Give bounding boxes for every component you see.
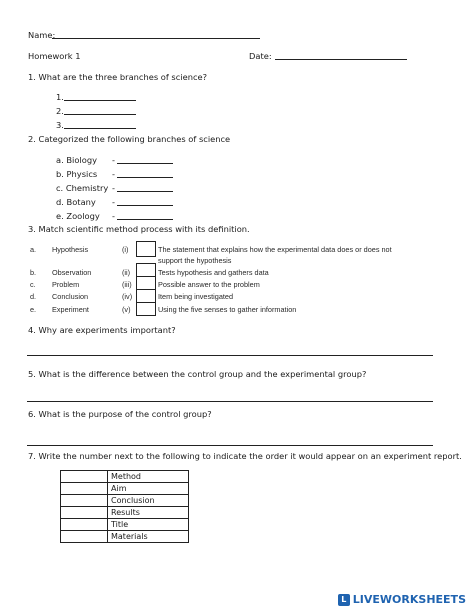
q3-definition: Possible answer to the problem	[158, 280, 260, 289]
order-number-cell[interactable]	[61, 507, 108, 519]
q1-blank-label-3: 3.	[56, 120, 64, 130]
order-item: Materials	[108, 531, 189, 543]
table-row	[61, 483, 189, 495]
footer-brand: LIVEWORKSHEETS	[352, 593, 466, 606]
date-label: Date:	[249, 51, 272, 61]
order-number-cell[interactable]	[61, 519, 108, 531]
order-table	[60, 470, 189, 543]
q2-answer-biology[interactable]	[117, 163, 173, 164]
q2-item-physics: b. Physics	[56, 169, 98, 179]
question-1: 1. What are the three branches of science?	[28, 72, 208, 82]
q2-dash: -	[112, 211, 115, 221]
q3-letter: e.	[30, 305, 37, 314]
table-row	[61, 531, 189, 543]
q2-dash: -	[112, 183, 115, 193]
q2-dash: -	[112, 169, 115, 179]
q2-answer-botany[interactable]	[117, 205, 173, 206]
q2-item-zoology: e. Zoology	[56, 211, 100, 221]
order-item: Method	[108, 471, 189, 483]
q3-letter: b.	[30, 268, 37, 277]
q2-answer-zoology[interactable]	[117, 219, 173, 220]
q2-answer-chemistry[interactable]	[117, 191, 173, 192]
q1-blank-label-1: 1.	[56, 92, 64, 102]
q3-match-box-4[interactable]	[136, 289, 156, 303]
q2-answer-physics[interactable]	[117, 177, 173, 178]
table-row	[61, 519, 189, 531]
q3-numeral: (i)	[122, 245, 129, 254]
question-6: 6. What is the purpose of the control group?	[28, 409, 212, 419]
liveworksheets-logo	[338, 593, 466, 606]
q3-term-hypothesis: Hypothesis	[52, 245, 89, 254]
q1-blank-label-2: 2.	[56, 106, 64, 116]
order-number-cell[interactable]	[61, 471, 108, 483]
q3-numeral: (iii)	[122, 280, 132, 289]
order-item: Results	[108, 507, 189, 519]
q5-answer-line[interactable]	[27, 401, 433, 402]
q3-term-conclusion: Conclusion	[52, 292, 89, 301]
q3-numeral: (v)	[122, 305, 131, 314]
q3-definition: support the hypothesis	[158, 256, 232, 265]
date-field[interactable]	[275, 59, 407, 60]
q1-answer-1[interactable]	[64, 100, 136, 101]
q2-dash: -	[112, 197, 115, 207]
q3-term-experiment: Experiment	[52, 305, 89, 314]
q3-letter: a.	[30, 245, 37, 254]
name-label: Name:	[28, 30, 56, 40]
q3-numeral: (iv)	[122, 292, 133, 301]
q3-definition: Item being investigated	[158, 292, 234, 301]
q3-definition: Using the five senses to gather information	[158, 305, 297, 314]
order-number-cell[interactable]	[61, 483, 108, 495]
q3-match-box-5[interactable]	[136, 302, 156, 316]
q2-item-botany: d. Botany	[56, 197, 96, 207]
q3-match-box-1[interactable]	[136, 241, 156, 257]
q2-item-chemistry: c. Chemistry	[56, 183, 109, 193]
q1-answer-3[interactable]	[64, 128, 136, 129]
table-row	[61, 495, 189, 507]
q3-letter: c.	[30, 280, 36, 289]
question-3: 3. Match scientific method process with its definition.	[28, 224, 250, 234]
question-4: 4. Why are experiments important?	[28, 325, 176, 335]
q3-match-box-3[interactable]	[136, 276, 156, 290]
q3-term-problem: Problem	[52, 280, 80, 289]
table-row	[61, 507, 189, 519]
q6-answer-line[interactable]	[27, 445, 433, 446]
order-item: Conclusion	[108, 495, 189, 507]
liveworksheets-logo-icon: L	[338, 594, 350, 606]
homework-title: Homework 1	[28, 51, 81, 61]
order-item: Title	[108, 519, 189, 531]
q3-term-observation: Observation	[52, 268, 92, 277]
order-number-cell[interactable]	[61, 531, 108, 543]
q2-item-biology: a. Biology	[56, 155, 97, 165]
q1-answer-2[interactable]	[64, 114, 136, 115]
q3-letter: d.	[30, 292, 37, 301]
q3-definition: Tests hypothesis and gathers data	[158, 268, 269, 277]
question-7: 7. Write the number next to the following to indicate the order it would appear on an experiment report.	[28, 451, 462, 461]
q2-dash: -	[112, 155, 115, 165]
q4-answer-line[interactable]	[27, 355, 433, 356]
q3-match-box-2[interactable]	[136, 263, 156, 277]
q3-numeral: (ii)	[122, 268, 131, 277]
order-item: Aim	[108, 483, 189, 495]
name-field[interactable]	[52, 38, 260, 39]
table-row	[61, 471, 189, 483]
q3-definition: The statement that explains how the experimental data does or does not	[158, 245, 392, 254]
question-5: 5. What is the difference between the control group and the experimental group?	[28, 369, 367, 379]
order-number-cell[interactable]	[61, 495, 108, 507]
question-2: 2. Categorized the following branches of science	[28, 134, 231, 144]
